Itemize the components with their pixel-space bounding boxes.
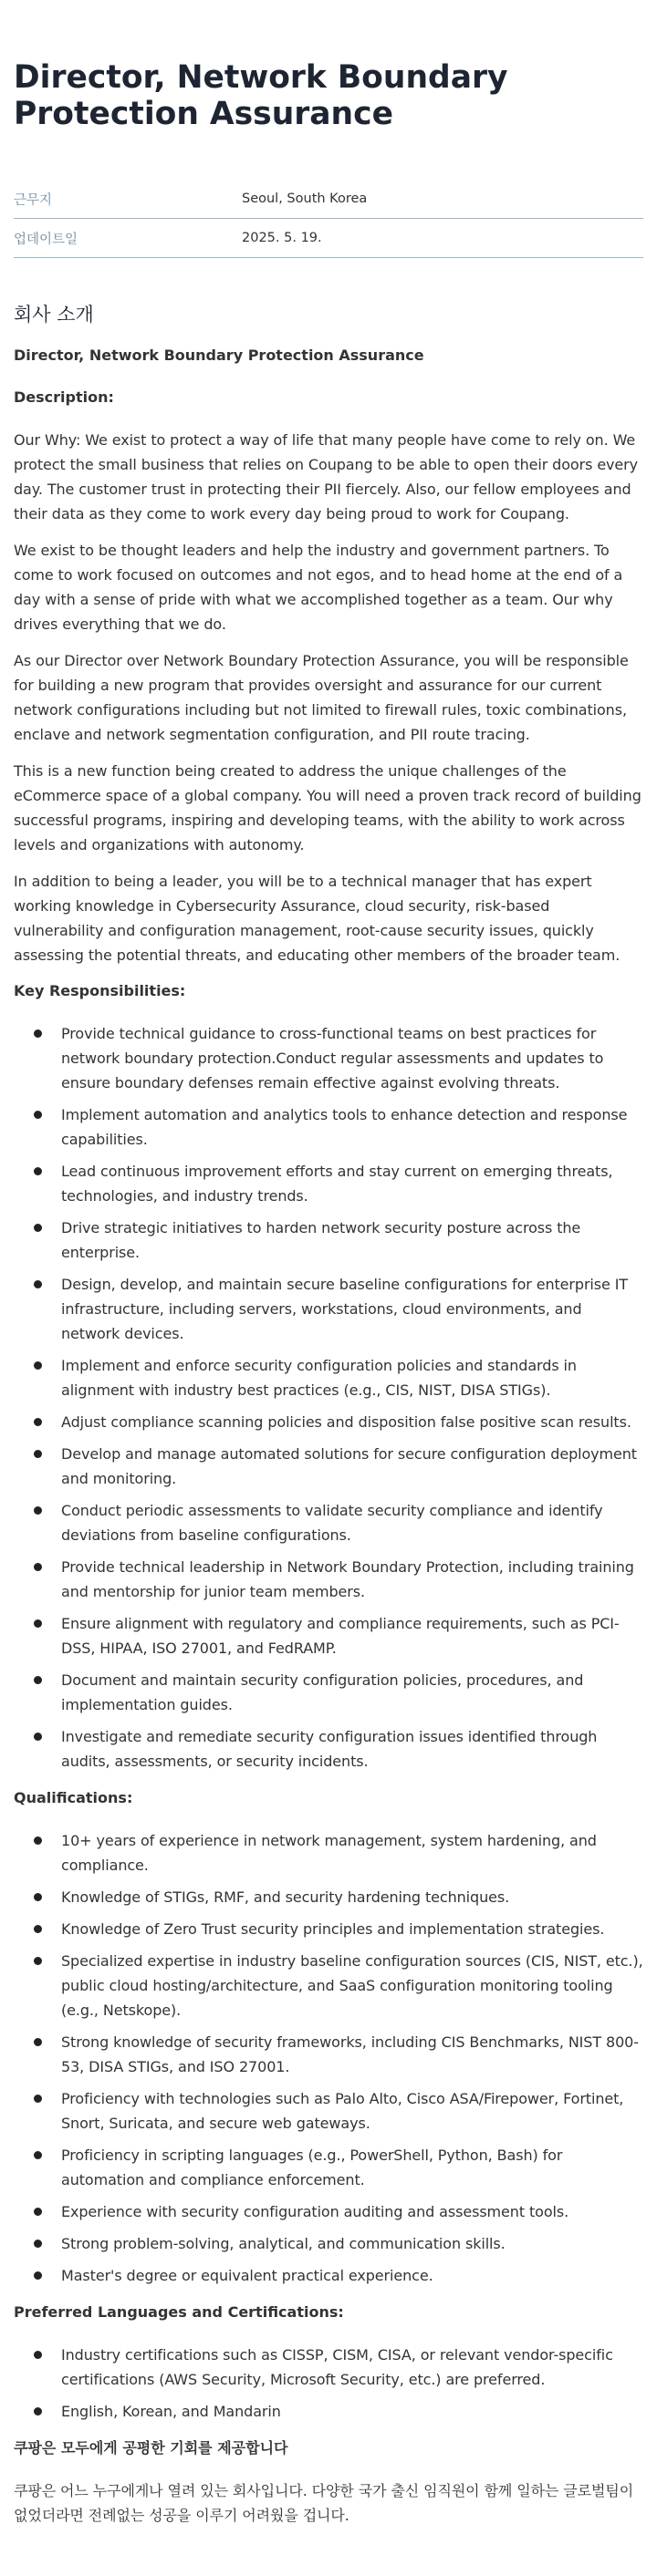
list-item-text: Implement automation and analytics tools to enhance detection and response capabilities. [61,1106,628,1148]
list-item [14,2030,643,2079]
list-item [14,1102,643,1152]
preferred-list [14,2343,643,2424]
list-item [14,1216,643,1265]
list-item [14,1949,643,2023]
list-item-text: Ensure alignment with regulatory and compliance requirements, such as PCI-DSS, HIPAA, ISO 27001, and FedRAMP. [61,1615,620,1657]
bullet-icon [34,1111,42,1119]
list-item [14,2143,643,2192]
bullet-icon [34,1280,42,1288]
responsibilities-heading: Key Responsibilities: [14,982,186,999]
list-item [14,1353,643,1402]
bullet-icon [34,2240,42,2248]
list-item [14,1668,643,1717]
list-item [14,1885,643,1909]
paragraph: Our Why: We exist to protect a way of life that many people have come to rely on. We protect the small business that relies on Coupang to be able to open their doors every day. The customer trust in protecting their PII fiercely. Also, our fellow employees and their data as they come to work every day being proud to work for Coupang. [14,431,639,522]
qualifications-list [14,1828,643,2288]
bullet-icon [34,2271,42,2280]
bullet-icon [34,2095,42,2103]
bullet-icon [34,2038,42,2046]
list-item [14,1611,643,1660]
bullet-icon [34,1925,42,1933]
list-item [14,2399,643,2424]
list-item-text: Adjust compliance scanning policies and disposition false positive scan results. [61,1413,631,1431]
list-item-text: Provide technical leadership in Network Boundary Protection, including training and mentorship for junior team members. [61,1558,634,1600]
bullet-icon [34,1836,42,1845]
bullet-icon [34,1733,42,1741]
bullet-icon [34,2208,42,2216]
bullet-icon [34,1619,42,1628]
list-item [14,2199,643,2224]
paragraph: In addition to being a leader, you will be to a technical manager that has expert working knowledge in Cybersecurity Assurance, cloud security, risk-based vulnerability and configuration management, root-cause security issues, quickly assessing the potential threats, and educating other members of the broader team. [14,873,620,964]
bullet-icon [34,1029,42,1038]
updated-label: 업데이트일 [14,232,78,247]
paragraph: We exist to be thought leaders and help the industry and government partners. To come to work focused on outcomes and not egos, and to head home at the end of a day with a sense of pride with what we accomplished together as a team. Our why drives everything that we do. [14,542,623,633]
updated-row [14,219,643,258]
list-item [14,2343,643,2392]
list-item [14,1021,643,1095]
list-item-text: Proficiency with technologies such as Palo Alto, Cisco ASA/Firepower, Fortinet, Snort, Suricata, and secure web gateways. [61,2090,624,2132]
list-item-text: Specialized expertise in industry baseline configuration sources (CIS, NIST, etc.), public cloud hosting/architecture, and SaaS configuration monitoring tooling (e.g., Netskope). [61,1952,643,2019]
bullet-icon [34,1563,42,1571]
list-item-text: Experience with security configuration auditing and assessment tools. [61,2203,569,2220]
list-item-text: 10+ years of experience in network management, system hardening, and compliance. [61,1832,597,1874]
bullet-icon [34,2151,42,2159]
list-item [14,1917,643,1941]
list-item-text: Industry certifications such as CISSP, CISM, CISA, or relevant vendor-specific certifications (AWS Security, Microsoft Security, etc.) are preferred. [61,2346,613,2388]
list-item [14,1159,643,1208]
location-value: Seoul, South Korea [242,191,368,206]
bullet-icon [34,1167,42,1175]
list-item-text: Strong knowledge of security frameworks, including CIS Benchmarks, NIST 800-53, DISA STIGs, and ISO 27001. [61,2033,639,2075]
equal-opportunity-text: 쿠팡은 어느 누구에게나 열려 있는 회사입니다. 다양한 국가 출신 임직원이 함께 일하는 글로벌팀이 없었더라면 전례없는 성공을 이루기 어려웠을 겁니다. [14,2482,634,2524]
list-item-text: Knowledge of Zero Trust security principles and implementation strategies. [61,1920,605,1938]
list-item-text: Investigate and remediate security configuration issues identified through audits, assessments, or security incidents. [61,1728,598,1770]
list-item-text: Knowledge of STIGs, RMF, and security hardening techniques. [61,1888,510,1906]
list-item-text: Lead continuous improvement efforts and stay current on emerging threats, technologies, and industry trends. [61,1163,613,1205]
description-heading: Description: [14,388,114,406]
list-item [14,1272,643,1346]
list-item [14,1724,643,1774]
job-title: Director, Network Boundary Protection Assurance [14,59,508,132]
bullet-icon [34,2351,42,2359]
qualifications-heading: Qualifications: [14,1789,133,1806]
list-item-text: Drive strategic initiatives to harden network security posture across the enterprise. [61,1219,581,1261]
list-item [14,1828,643,1878]
list-item-text: Document and maintain security configuration policies, procedures, and implementation guides. [61,1671,584,1713]
list-item-text: Proficiency in scripting languages (e.g., PowerShell, Python, Bash) for automation and compliance enforcement. [61,2147,563,2188]
list-item [14,1498,643,1547]
list-item [14,2231,643,2256]
list-item-text: Conduct periodic assessments to validate security compliance and identify deviations from baseline configurations. [61,1502,603,1544]
list-item-text: Design, develop, and maintain secure baseline configurations for enterprise IT infrastructure, including servers, workstations, cloud environments, and network devices. [61,1276,629,1342]
bullet-icon [34,1893,42,1901]
list-item [14,1555,643,1604]
bullet-icon [34,1450,42,1458]
bullet-icon [34,2407,42,2416]
bullet-icon [34,1506,42,1515]
list-item [14,1410,643,1434]
location-label: 근무지 [14,192,53,208]
section-title: 회사 소개 [14,304,94,326]
paragraph: As our Director over Network Boundary Protection Assurance, you will be responsible for building a new program that provides oversight and assurance for our current network configurations including but not limited to firewall rules, toxic combinations, enclave and network segmentation configuration, and PII route tracing. [14,652,629,743]
list-item-text: Master's degree or equivalent practical experience. [61,2267,433,2284]
location-row [14,180,643,219]
list-item-text: Strong problem-solving, analytical, and communication skills. [61,2235,506,2252]
list-item [14,1442,643,1491]
responsibilities-list [14,1021,643,1774]
equal-opportunity-heading: 쿠팡은 모두에게 공평한 기회를 제공합니다 [14,2439,288,2457]
bullet-icon [34,1676,42,1684]
preferred-heading: Preferred Languages and Certifications: [14,2303,344,2321]
list-item-text: English, Korean, and Mandarin [61,2403,281,2420]
paragraph: This is a new function being created to address the unique challenges of the eCommerce space of a global company. You will need a proven track record of building successful programs, inspiring and developing teams, with the ability to work across levels and organizations with autonomy. [14,762,641,853]
list-item-text: Develop and manage automated solutions for secure configuration deployment and monitoring. [61,1445,637,1487]
bullet-icon [34,1418,42,1426]
updated-value: 2025. 5. 19. [242,231,322,245]
list-item-text: Provide technical guidance to cross-functional teams on best practices for network boundary protection.Conduct regular assessments and updates to ensure boundary defenses remain effective against evolving threats. [61,1025,604,1091]
list-item-text: Implement and enforce security configuration policies and standards in alignment with industry best practices (e.g., CIS, NIST, DISA STIGs). [61,1357,577,1399]
list-item [14,2086,643,2136]
role-heading: Director, Network Boundary Protection Assurance [14,347,424,364]
bullet-icon [34,1224,42,1232]
list-item [14,2263,643,2288]
bullet-icon [34,1361,42,1370]
bullet-icon [34,1957,42,1965]
